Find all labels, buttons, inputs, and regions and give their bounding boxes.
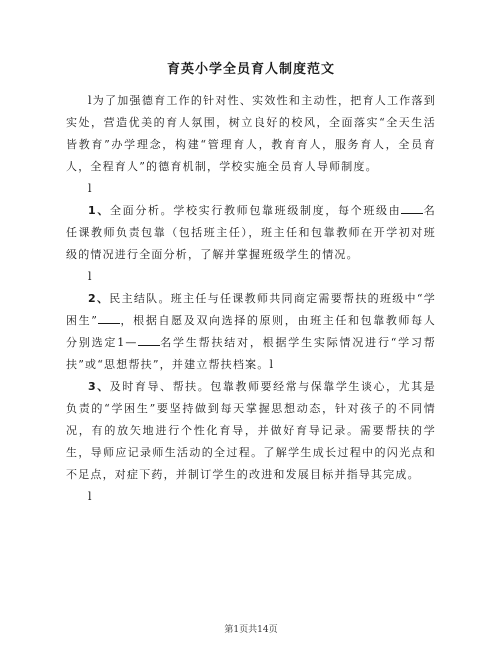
section-2-text-a: 民主结队。班主任与任课教师共同商定需要帮扶的班级中“学困生” (66, 292, 436, 327)
fill-blank (98, 313, 120, 324)
bullet-marker: l (88, 182, 92, 195)
section-3-number: 3、 (88, 380, 110, 393)
fill-blank (138, 335, 160, 346)
section-1-text-b: 名任课教师负责包靠（包括班主任），班主任和包靠教师在开学初对班级的情况进行全面分析，了解并掌握班级学生的情况。 (66, 204, 436, 261)
section-1-number: 1、 (88, 204, 110, 217)
section-3-text: 及时育导、帮扶。包靠教师要经常与保靠学生谈心，尤其是负责的“学困生”要坚持做到每天掌握思想动态，针对孩子的不同情况，有的放矢地进行个性化育导，并做好育导记录。需要帮扶的学生，导师应记录师生活动的全过程。了解学生成长过程中的闪光点和不足点，对症下药，并制订学生的改进和发展目标并指导其完成。 (66, 380, 436, 481)
document-body (66, 90, 436, 508)
bullet-marker: l (88, 270, 92, 283)
section-2-text-c: 名学生帮扶结对，根据学生实际情况进行“学习帮扶”或“思想帮扶”，并建立帮扶档案。l (66, 336, 436, 371)
page-footer: 第1页共14页 (224, 625, 278, 635)
section-2-text-b: ，根据自愿及双向选择的原则，由班主任和包靠教师每人分别选定1— (66, 314, 437, 349)
section-1-text-a: 全面分析。学校实行教师包靠班级制度，每个班级由 (110, 204, 402, 217)
section-2-paragraph (66, 288, 436, 376)
intro-paragraph: l为了加强德育工作的针对性、实效性和主动性，把育人工作落到实处，营造优美的育人氛围，树立良好的校风，全面落实“全天生活皆教育”办学理念，构建“管理育人，教育育人，服务育人，全员育人，全程育人”的德育机制，学校实施全员育人导师制度。 (66, 94, 436, 173)
section-3-paragraph (66, 376, 436, 486)
document-title: 育英小学全员育人制度范文 (166, 62, 335, 77)
fill-blank (401, 203, 423, 214)
section-1-paragraph (66, 200, 436, 266)
section-2-number: 2、 (88, 292, 110, 305)
bullet-marker: l (88, 490, 92, 503)
